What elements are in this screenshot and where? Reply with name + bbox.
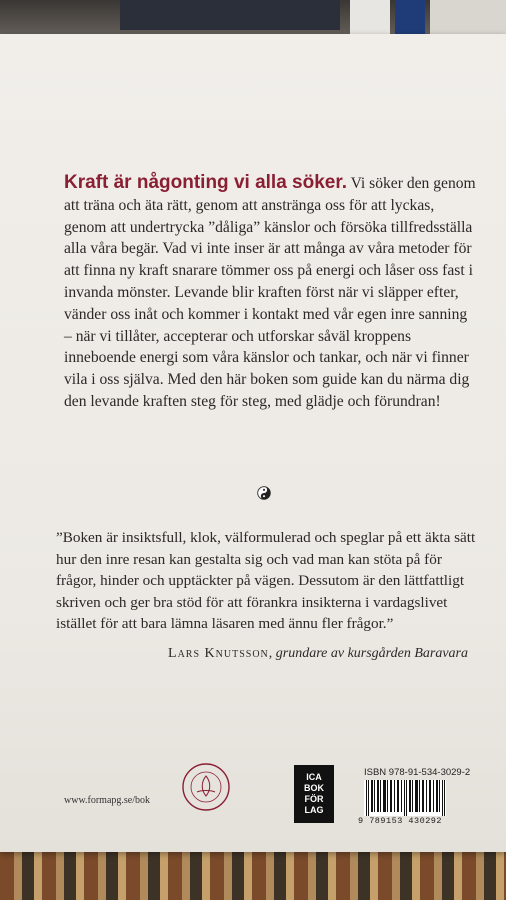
publisher-logo-line: ICA: [306, 772, 322, 782]
quote-attribution: Lars Knutsson, grundare av kursgården Baravara: [168, 646, 468, 661]
eco-seal-logo: [181, 762, 231, 812]
publisher-logo-line: FÖR: [304, 794, 324, 804]
quote-author: Lars Knutsson: [168, 646, 269, 661]
review-quote: ”Boken är insiktsfull, klok, välformulerad och speglar på ett äkta sätt hur den inre resan kan gestalta sig och vad man kan stöta på för frågor, hinder och upptäckter på vägen. Dessutom är den lättfattligt skriven och ger bra stöd för att förankra insikterna i vardagslivet istället för att bara lämna läsaren med ännu fler frågor.”: [56, 529, 476, 633]
yin-yang-icon: [257, 486, 271, 500]
publisher-logo-line: LAG: [304, 805, 324, 815]
blurb-lead: Kraft är någonting vi alla söker.: [64, 172, 347, 193]
book-back-cover: [0, 34, 506, 852]
barcode-digits: 9 789153 430292: [358, 816, 443, 826]
shelf-book: [120, 0, 340, 30]
quote-author-role: grundare av kursgården Baravara: [275, 646, 468, 661]
barcode: [364, 780, 446, 816]
book-blurb: [64, 172, 476, 413]
isbn-label: ISBN 978-91-534-3029-2: [364, 767, 471, 778]
publisher-logo-line: BOK: [304, 783, 324, 793]
background-carpet: [0, 848, 506, 900]
publisher-logo: [294, 765, 334, 823]
blurb-text: Vi söker den genom att träna och äta rätt, genom att anstränga oss för att lyckas, genom att undertrycka ”dåliga” känslor och försöka tillfredsställa alla våra begär. Vad vi inte inser är att många av våra metoder för att finna ny kraft snarare tömmer oss på energi och låser oss fast i invanda mönster. Levande blir kraften först när vi släpper efter, vänder oss inåt och kommer i kontakt med vår egen inre sanning – när vi tillåter, accepterar och utforskar såväl kroppens inneboende energi som våra känslor och tankar, och när vi finner vila i oss själva. Med den här boken som guide kan du närma dig den levande kraften steg för steg, med glädje och förundran!: [64, 175, 476, 410]
publisher-url: www.formapg.se/bok: [64, 795, 151, 806]
